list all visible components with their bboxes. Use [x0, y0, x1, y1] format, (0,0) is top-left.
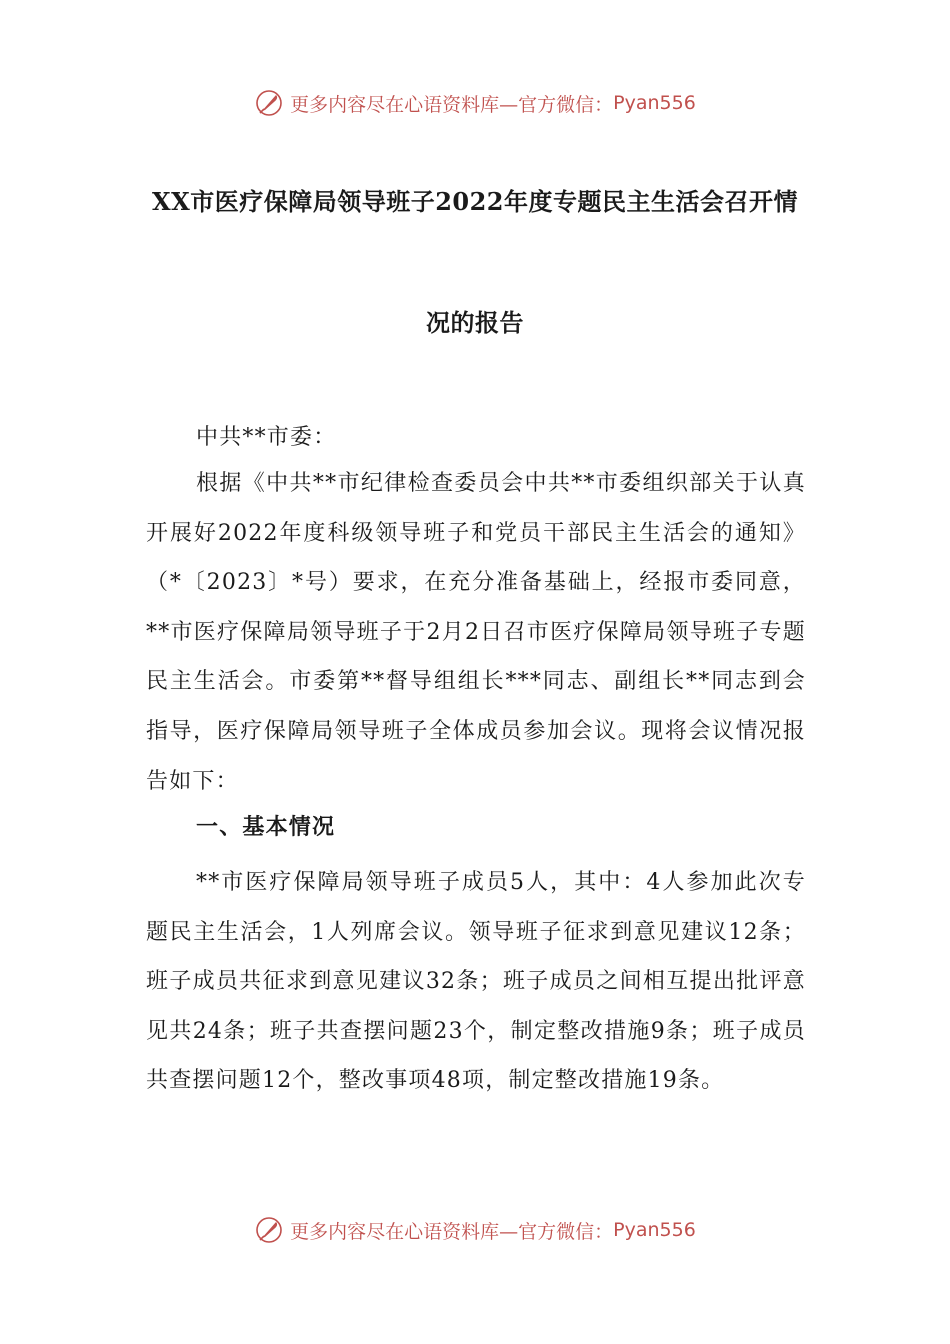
quill-pen-logo-icon [254, 1215, 284, 1245]
watermark-footer [0, 1210, 950, 1250]
watermark-wechat-id: Pyan556 [613, 1219, 696, 1241]
salutation: 中共**市委： [196, 425, 337, 450]
document-title-line-2: 况的报告 [426, 308, 524, 337]
section-heading-basic-situation: 一、基本情况 [196, 814, 336, 840]
watermark-header [0, 83, 950, 123]
document-title-line-1: XX市医疗保障局领导班子2022年度专题民主生活会召开情 [151, 187, 799, 216]
watermark-text: 更多内容尽在心语资料库—官方微信： [290, 93, 614, 116]
watermark-wechat-id: Pyan556 [613, 92, 696, 114]
quill-pen-logo-icon [254, 88, 284, 118]
watermark-text: 更多内容尽在心语资料库—官方微信： [290, 1220, 614, 1243]
body-paragraph-2: **市医疗保障局领导班子成员5人，其中：4人参加此次专题民主生活会，1人列席会议。领导班子征求到意见建议12条；班子成员共征求到意见建议32条；班子成员之间相互提出批评意见共24条；班子共查摆问题23个，制定整改措施9条；班子成员共查摆问题12个，整改事项48项，制定整改措施19条。 [146, 870, 806, 1094]
body-paragraph-1: 根据《中共**市纪律检查委员会中共**市委组织部关于认真开展好2022年度科级领导班子和党员干部民主生活会的通知》（*〔2023〕*号）要求，在充分准备基础上，经报市委同意，**市医疗保障局领导班子于2月2日召市医疗保障局领导班子专题民主生活会。市委第**督导组组长***同志、副组长**同志到会指导，医疗保障局领导班子全体成员参加会议。现将会议情况报告如下： [146, 471, 806, 794]
